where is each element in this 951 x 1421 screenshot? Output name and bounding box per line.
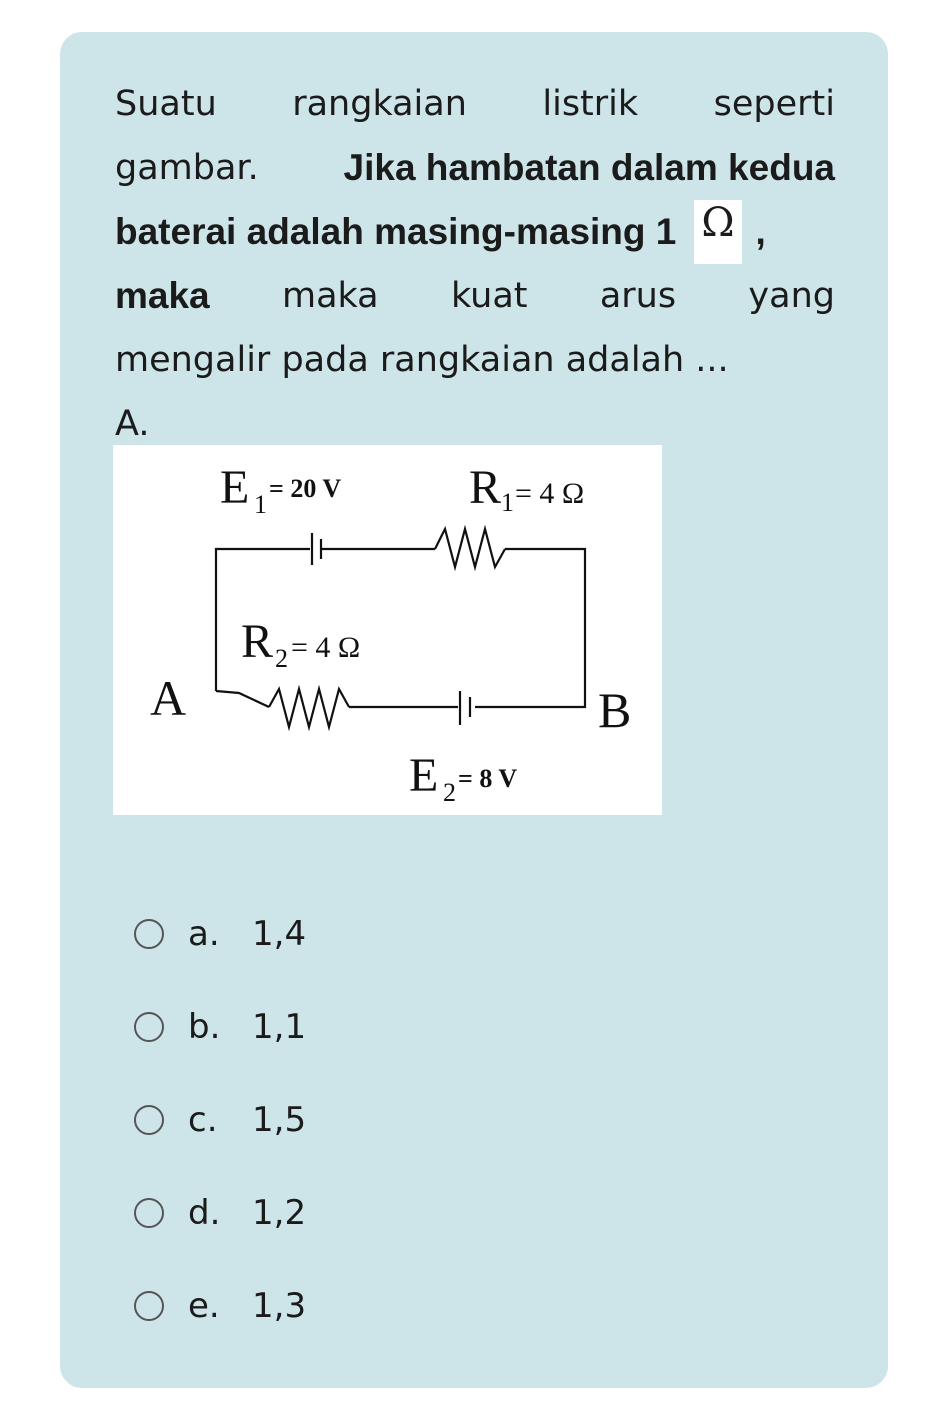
word: seperti: [713, 84, 835, 124]
question-line-4: [115, 264, 835, 328]
word: A.: [115, 404, 150, 444]
word: gambar.: [115, 148, 259, 188]
option-d[interactable]: [134, 1166, 306, 1259]
word: listrik: [542, 84, 639, 124]
question-line-1: [115, 72, 835, 136]
omega-symbol: Ω: [694, 200, 741, 264]
circuit-diagram: [113, 445, 662, 815]
option-c[interactable]: [134, 1073, 306, 1166]
word: rangkaian: [292, 84, 467, 124]
option-value: 1,3: [252, 1285, 307, 1326]
comma: ,: [755, 211, 766, 252]
question-text: [115, 72, 835, 456]
e2-label: E: [409, 749, 439, 802]
question-line-5: [115, 328, 835, 392]
r1-sub: 1: [501, 488, 514, 517]
wire-a: [216, 691, 269, 707]
e1-value: = 20 V: [269, 474, 342, 503]
option-e[interactable]: [134, 1259, 306, 1352]
option-value: 1,5: [252, 1099, 307, 1140]
radio-button-icon[interactable]: [134, 1012, 164, 1042]
option-letter: b.: [188, 1006, 221, 1047]
e2-value: = 8 V: [458, 764, 518, 793]
bold-text: maka: [115, 275, 210, 316]
e1-label: E: [220, 461, 250, 514]
question-line-3: [115, 200, 835, 264]
option-a[interactable]: [134, 887, 306, 980]
radio-button-icon[interactable]: [134, 919, 164, 949]
word: maka: [281, 276, 379, 316]
word: arus: [599, 276, 677, 316]
option-letter: d.: [188, 1192, 221, 1233]
word: mengalir pada rangkaian adalah ...: [115, 340, 729, 380]
resistor-r2: [269, 689, 349, 727]
radio-button-icon[interactable]: [134, 1198, 164, 1228]
option-value: 1,4: [252, 913, 307, 954]
wire-right: [475, 549, 585, 707]
node-a-label: A: [150, 670, 187, 726]
option-value: 1,2: [252, 1192, 307, 1233]
radio-button-icon[interactable]: [134, 1105, 164, 1135]
option-letter: c.: [188, 1099, 218, 1140]
circuit-svg: [113, 445, 662, 815]
word: kuat: [450, 276, 528, 316]
word: Suatu: [115, 84, 217, 124]
option-b[interactable]: [134, 980, 306, 1073]
node-b-label: B: [598, 682, 632, 738]
option-value: 1,1: [252, 1006, 307, 1047]
option-letter: a.: [188, 913, 220, 954]
radio-button-icon[interactable]: [134, 1291, 164, 1321]
r1-value: = 4 Ω: [515, 477, 585, 510]
bold-text: baterai adalah masing-masing 1: [115, 211, 677, 252]
answer-options: [134, 887, 306, 1352]
r2-label: R: [241, 615, 274, 668]
r1-label: R: [469, 461, 502, 514]
option-letter: e.: [188, 1285, 220, 1326]
battery-e2: [460, 691, 470, 725]
e1-sub: 1: [254, 490, 267, 519]
e2-sub: 2: [443, 778, 456, 807]
resistor-r1: [435, 529, 505, 567]
r2-value: = 4 Ω: [291, 631, 361, 664]
r2-sub: 2: [275, 644, 288, 673]
question-line-2: [115, 136, 835, 200]
question-card: [60, 32, 888, 1388]
battery-e1: [312, 533, 321, 565]
bold-text: Jika hambatan dalam kedua: [343, 147, 835, 188]
word: yang: [748, 276, 835, 316]
